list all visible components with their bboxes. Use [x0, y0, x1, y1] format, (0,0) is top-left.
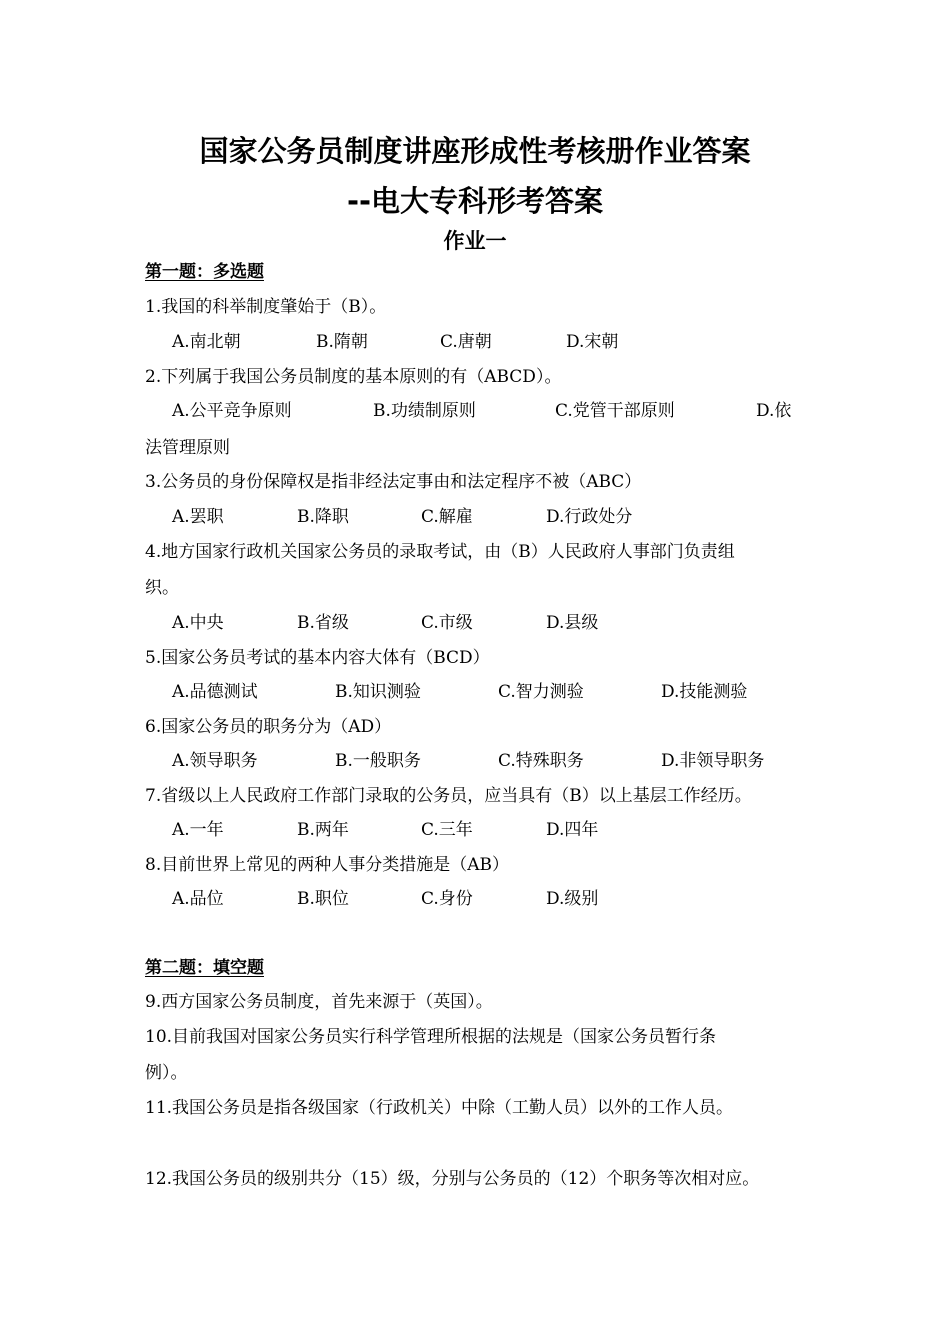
question-6-option-a: A.领导职务 — [172, 751, 258, 771]
document-title: 国家公务员制度讲座形成性考核册作业答案 — [199, 134, 751, 168]
question-2: 2.下列属于我国公务员制度的基本原则的有（ABCD）。 — [145, 367, 562, 387]
question-7-option-b: B.两年 — [297, 820, 349, 840]
question-3-option-a: A.罢职 — [172, 507, 224, 527]
question-5: 5.国家公务员考试的基本内容大体有（BCD） — [145, 648, 490, 668]
question-8-option-d: D.级别 — [546, 889, 599, 909]
question-2-option-c: C.党管干部原则 — [555, 401, 675, 421]
question-9: 9.西方国家公务员制度，首先来源于（英国）。 — [145, 992, 493, 1012]
question-1: 1.我国的科举制度肇始于（B）。 — [145, 297, 387, 317]
question-10-continued: 例）。 — [145, 1063, 188, 1083]
question-8-option-a: A.品位 — [172, 889, 224, 909]
document-subtitle: 作业一 — [443, 229, 507, 253]
question-1-option-a: A.南北朝 — [172, 332, 241, 352]
question-3: 3.公务员的身份保障权是指非经法定事由和法定程序不被（ABC） — [145, 472, 642, 492]
question-8-option-b: B.职位 — [297, 889, 349, 909]
question-5-option-a: A.品德测试 — [172, 682, 258, 702]
question-3-option-c: C.解雇 — [421, 507, 473, 527]
question-4-option-d: D.县级 — [546, 613, 599, 633]
question-12: 12.我国公务员的级别共分（15）级，分别与公务员的（12）个职务等次相对应。 — [145, 1169, 760, 1189]
question-4-option-a: A.中央 — [172, 613, 224, 633]
question-6: 6.国家公务员的职务分为（AD） — [145, 717, 392, 737]
question-4-option-c: C.市级 — [421, 613, 473, 633]
question-7: 7.省级以上人民政府工作部门录取的公务员，应当具有（B）以上基层工作经历。 — [145, 786, 752, 806]
question-6-option-d: D.非领导职务 — [661, 751, 765, 771]
section-heading-multiple-choice: 第一题：多选题 — [145, 262, 264, 282]
question-5-option-d: D.技能测验 — [661, 682, 748, 702]
question-7-option-c: C.三年 — [421, 820, 473, 840]
question-5-option-b: B.知识测验 — [335, 682, 421, 702]
question-5-option-c: C.智力测验 — [498, 682, 584, 702]
question-6-option-b: B.一般职务 — [335, 751, 421, 771]
question-8: 8.目前世界上常见的两种人事分类措施是（AB） — [145, 855, 509, 875]
question-8-option-c: C.身份 — [421, 889, 473, 909]
question-4-option-b: B.省级 — [297, 613, 349, 633]
question-3-option-b: B.降职 — [297, 507, 349, 527]
question-11: 11.我国公务员是指各级国家（行政机关）中除（工勤人员）以外的工作人员。 — [145, 1098, 734, 1118]
question-1-option-b: B.隋朝 — [316, 332, 368, 352]
question-3-option-d: D.行政处分 — [546, 507, 633, 527]
question-6-option-c: C.特殊职务 — [498, 751, 584, 771]
document-title-line2: --电大专科形考答案 — [346, 184, 604, 218]
question-1-option-c: C.唐朝 — [440, 332, 492, 352]
section-heading-fill-in-blank: 第二题：填空题 — [145, 958, 264, 978]
question-2-option-a: A.公平竞争原则 — [172, 401, 292, 421]
question-2-option-b: B.功绩制原则 — [373, 401, 476, 421]
question-2-option-d: D.依 — [756, 401, 792, 421]
question-2-option-continued: 法管理原则 — [145, 438, 230, 458]
question-4: 4.地方国家行政机关国家公务员的录取考试，由（B）人民政府人事部门负责组 — [145, 542, 735, 562]
question-7-option-d: D.四年 — [546, 820, 599, 840]
question-1-option-d: D.宋朝 — [566, 332, 619, 352]
question-10: 10.目前我国对国家公务员实行科学管理所根据的法规是（国家公务员暂行条 — [145, 1027, 717, 1047]
question-7-option-a: A.一年 — [172, 820, 224, 840]
question-4-continued: 织。 — [145, 578, 179, 598]
